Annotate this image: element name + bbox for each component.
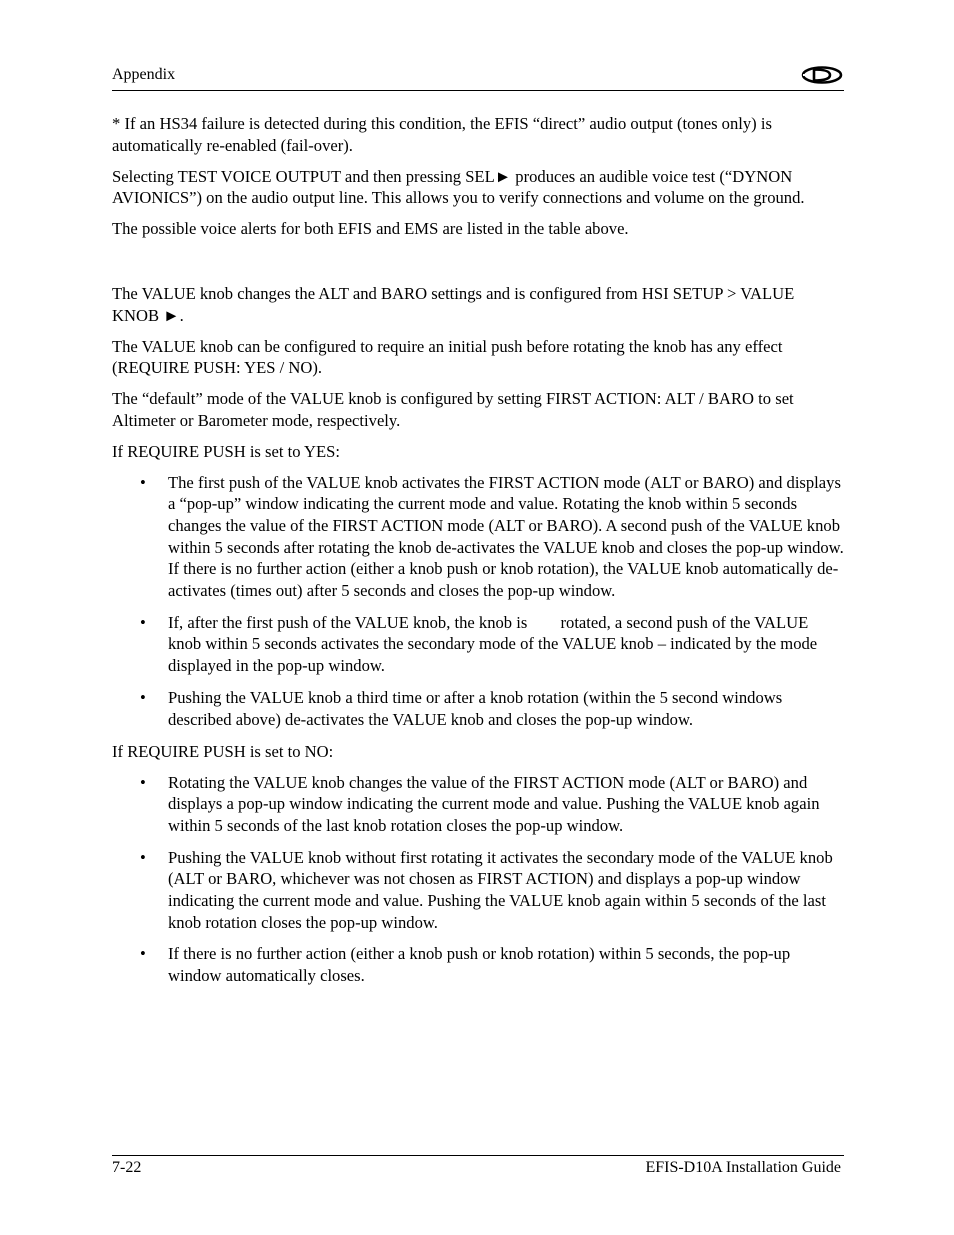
bullet-icon: • [140, 847, 146, 867]
section-gap [112, 249, 844, 283]
page-body [112, 113, 844, 997]
header-section-title: Appendix [112, 66, 176, 83]
page-header [112, 64, 844, 91]
list-item-text: Pushing the VALUE knob a third time or after a knob rotation (within the 5 second windows described above) de-activates the VALUE knob and closes the pop-up window. [168, 687, 783, 729]
list-item-text: The first push of the VALUE knob activates the FIRST ACTION mode (ALT or BARO) and displays a “pop-up” window indicating the current mode and value. Rotating the knob within 5 seconds changes the value of the FIRST ACTION mode (ALT or BARO). A second push of the VALUE knob within 5 seconds after rotating the knob de-activates the VALUE knob and closes the pop-up window. If there is no further action (either a knob push or knob rotation), the VALUE knob automatically de-activates (times out) after 5 seconds and closes the pop-up window. [168, 472, 844, 600]
paragraph-require-push-no: If REQUIRE PUSH is set to NO: [112, 741, 334, 761]
require-push-no-list [112, 772, 844, 987]
paragraph-require-push: The VALUE knob can be configured to require an initial push before rotating the knob has any effect (REQUIRE PUSH: YES / NO). [112, 336, 783, 378]
paragraph-value-knob-intro: The VALUE knob changes the ALT and BARO settings and is configured from HSI SETUP > VALUE KNOB ►. [112, 284, 795, 325]
list-item [112, 943, 844, 986]
list-item [112, 847, 844, 933]
list-item-text: Rotating the VALUE knob changes the value of the FIRST ACTION mode (ALT or BARO) and displays a pop-up window indicating the current mode and value. Pushing the VALUE knob again within 5 seconds of the last knob rotation closes the pop-up window. [168, 772, 820, 835]
bullet-icon: • [140, 472, 146, 492]
bullet-icon: • [140, 944, 146, 964]
bullet-icon: • [140, 687, 146, 707]
list-item-text: If there is no further action (either a knob push or knob rotation) within 5 seconds, the pop-up window automatically closes. [168, 944, 791, 986]
paragraph-require-push-yes: If REQUIRE PUSH is set to YES: [112, 441, 341, 461]
list-item-text: If, after the first push of the VALUE knob, the knob is rotated, a second push of the VALUE knob within 5 seconds activates the secondary mode of the VALUE knob – indicated by the mode displayed in the pop-up window. [168, 612, 822, 675]
list-item [112, 472, 844, 602]
bullet-icon: • [140, 612, 146, 632]
paragraph-default-mode: The “default” mode of the VALUE knob is configured by setting FIRST ACTION: ALT / BARO to set Altimeter or Barometer mode, respectively. [112, 389, 794, 430]
page-footer [112, 1155, 844, 1176]
bullet-icon: • [140, 772, 146, 792]
document-title: EFIS-D10A Installation Guide [645, 1159, 841, 1176]
paragraph-test-voice: Selecting TEST VOICE OUTPUT and then pressing SEL► produces an audible voice test (“DYNON AVIONICS”) on the audio output line. This allows you to verify connections and volume on the ground. [112, 166, 805, 208]
require-push-yes-list [112, 472, 844, 730]
paragraph-voice-alerts: The possible voice alerts for both EFIS and EMS are listed in the table above. [112, 219, 629, 239]
page-number: 7-22 [112, 1159, 142, 1176]
list-item [112, 687, 844, 730]
list-item [112, 772, 844, 837]
list-item-text: Pushing the VALUE knob without first rotating it activates the secondary mode of the VALUE knob (ALT or BARO, whichever was not chosen as FIRST ACTION) and displays a pop-up window indicating the current mode and value. Pushing the VALUE knob again within 5 seconds of the last knob rotation closes the pop-up window. [168, 847, 833, 932]
list-item [112, 612, 844, 677]
dynon-logo-icon [800, 66, 844, 84]
paragraph-hs34-failover: * If an HS34 failure is detected during this condition, the EFIS “direct” audio output (tones only) is automatically re-enabled (fail-over). [112, 114, 772, 155]
